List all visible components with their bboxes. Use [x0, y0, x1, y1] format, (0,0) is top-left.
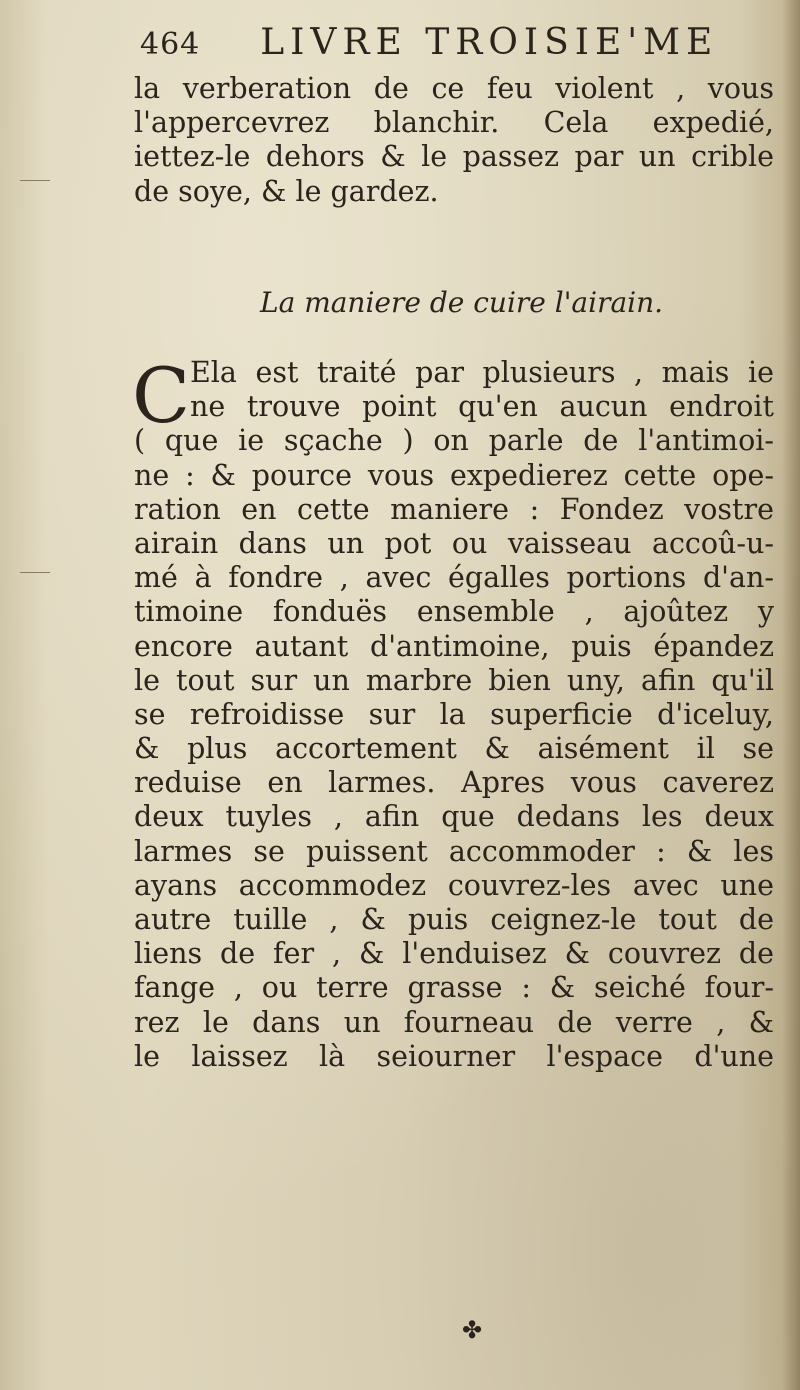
margin-mark	[20, 180, 50, 181]
text-line: le tout sur un marbre bien uny, afin qu'il	[134, 663, 774, 697]
ornament-fleuron: ✤	[462, 1316, 483, 1344]
text-line: iettez-le dehors & le passez par un crible	[134, 140, 774, 174]
section-body	[132, 351, 774, 1074]
text-line: reduise en larmes. Apres vous caverez	[134, 766, 774, 800]
text-line: ( que ie sçache ) on parle de l'antimoi-	[134, 424, 774, 458]
text-line: ne trouve point qu'en aucun endroit	[190, 390, 774, 424]
text-line: se refroidisse sur la superficie d'iceluy,	[134, 697, 774, 731]
paragraph-continuation	[134, 72, 774, 209]
text-line: fange , ou terre grasse : & seiché four-	[134, 971, 774, 1005]
text-line: Ela est traité par plusieurs , mais ie	[190, 356, 774, 389]
text-line: mé à fondre , avec égalles portions d'an-	[134, 561, 774, 595]
text-line: liens de fer , & l'enduisez & couvrez de	[134, 937, 774, 971]
text-line: encore autant d'antimoine, puis épandez	[134, 629, 774, 663]
text-line: autre tuille , & puis ceignez-le tout de	[134, 903, 774, 936]
text-line: ayans accommodez couvrez-les avec une	[134, 868, 774, 902]
page-edge-shadow	[782, 0, 800, 1390]
running-head	[140, 22, 760, 68]
margin-mark	[20, 572, 50, 573]
text-line: l'appercevrez blanchir. Cela expedié,	[134, 106, 774, 140]
text-line: ne : & pource vous expedierez cette ope-	[134, 458, 774, 492]
drop-cap: C	[132, 351, 191, 440]
text-line: ration en cette maniere : Fondez vostre	[134, 492, 774, 526]
text-line: rez le dans un fourneau de verre , &	[134, 1005, 774, 1039]
text-line: & plus accortement & aisément il se	[134, 732, 774, 766]
running-head-title: LIVRE TROISIE'ME	[260, 22, 719, 63]
text-line: timoine fonduës ensemble , ajoûtez y	[134, 595, 774, 629]
text-line: deux tuyles , afin que dedans les deux	[134, 800, 774, 834]
text-line: le laissez là seiourner l'espace d'une	[134, 1039, 774, 1073]
text-line: airain dans un pot ou vaisseau accoû-u-	[134, 526, 774, 560]
section-heading: La maniere de cuire l'airain.	[260, 286, 664, 319]
text-line: la verberation de ce feu violent , vous	[134, 72, 774, 105]
text-line: de soye, & le gardez.	[134, 174, 439, 208]
page-number: 464	[140, 27, 201, 62]
text-line: larmes se puissent accommoder : & les	[134, 834, 774, 868]
